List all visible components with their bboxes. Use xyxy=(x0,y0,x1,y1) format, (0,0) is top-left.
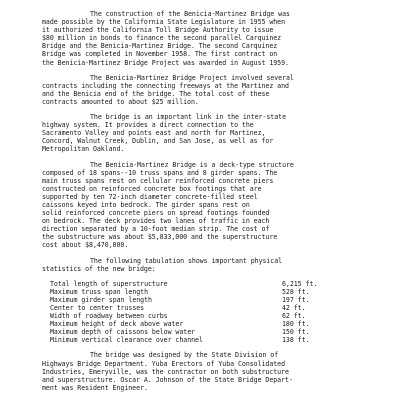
text-line: and superstructure. Oscar A. Johnson of the State Bridge Depart- xyxy=(42,375,293,384)
text-line: direction separated by a 10-foot median strip. The cost of xyxy=(42,225,270,234)
statistic-label: Maximum girder span length xyxy=(50,295,152,304)
statistic-value: 42 ft. xyxy=(282,304,306,312)
statistics-table xyxy=(50,280,340,345)
text-line: The Benicia-Martinez Bridge is a deck-type structure xyxy=(90,160,294,169)
statistic-value: 62 ft. xyxy=(282,312,306,321)
text-line: main truss spans rest on cellular reinforced concrete piers xyxy=(42,176,274,185)
paragraph-design-credits xyxy=(42,351,366,391)
paragraph-project-contracts xyxy=(42,74,366,106)
text-line: Industries, Emeryville, was the contractor on both substructure xyxy=(42,367,289,376)
text-line: The bridge is an important link in the inter-state xyxy=(90,113,286,122)
paragraph-highway-link xyxy=(42,113,366,153)
paragraph-structure-description xyxy=(42,161,366,250)
statistic-label: Maximum depth of caissons below water xyxy=(50,328,196,337)
text-line: solid reinforced concrete piers on spread footings founded xyxy=(42,209,270,218)
statistic-value: 180 ft. xyxy=(282,320,310,329)
text-line: caissons keyed into bedrock. The girder spans rest on xyxy=(42,200,250,209)
text-line: Bridge was completed in November 1958. The first contract on xyxy=(42,50,278,59)
text-line: the substructure was about $5,833,000 and the superstructure xyxy=(42,233,278,242)
text-line: contracts including the connecting freeways at the Martinez and xyxy=(42,81,289,90)
text-line: The construction of the Benicia-Martinez Bridge was xyxy=(90,10,290,18)
text-line: highway system. It provides a direct connection to the xyxy=(42,121,254,130)
text-line: Highways Bridge Department. Yuba Erectors of Yuba Consolidated xyxy=(42,359,286,368)
statistic-value: 197 ft. xyxy=(282,295,310,304)
paragraph-construction-history xyxy=(42,10,366,67)
text-line: Sacramento Valley and points east and north for Martinez, xyxy=(42,129,266,138)
statistic-label: Total length of superstructure xyxy=(50,279,168,288)
statistics-row xyxy=(50,320,340,328)
statistic-value: 528 ft. xyxy=(282,287,310,296)
statistics-row xyxy=(50,296,340,304)
text-line: supported by ten 72-inch diameter concrete-filled steel xyxy=(42,192,258,201)
statistic-value: 150 ft. xyxy=(282,328,310,337)
statistics-row xyxy=(50,288,340,296)
statistics-row xyxy=(50,328,340,336)
text-line: made possible by the California State Legislature in 1955 when xyxy=(42,18,286,27)
text-line: ment was Resident Engineer. xyxy=(42,383,148,392)
text-line: on bedrock. The deck provides two lanes of traffic in each xyxy=(42,217,270,226)
text-line: and the Benicia end of the bridge. The total cost of these xyxy=(42,89,270,98)
text-line: it authorized the California Toll Bridge Authority to issue xyxy=(42,26,274,35)
statistic-value: 138 ft. xyxy=(282,336,310,345)
paragraph-tabulation-intro xyxy=(42,257,366,273)
text-line: $80 million in bonds to finance the second parallel Carquinez xyxy=(42,34,282,43)
statistic-label: Width of roadway between curbs xyxy=(50,312,168,321)
statistic-label: Center to center trusses xyxy=(50,304,145,312)
text-line: Bridge and the Benicia-Martinez Bridge. The second Carquinez xyxy=(42,42,278,51)
statistic-label: Minimum vertical clearance over channel xyxy=(50,336,203,345)
text-line: statistics of the new bridge: xyxy=(42,264,156,273)
text-line: contracts amounted to about $25 million. xyxy=(42,97,199,106)
statistic-label: Maximum height of deck above water xyxy=(50,320,184,329)
text-line: cost about $8,470,000. xyxy=(42,241,129,250)
text-line: The bridge was designed by the State Division of xyxy=(90,351,279,360)
statistic-label: Maximum truss span length xyxy=(50,287,148,296)
text-line: Metropolitan Oakland. xyxy=(42,145,125,154)
text-line: The Benicia-Martinez Bridge Project involved several xyxy=(90,73,294,82)
statistics-row xyxy=(50,336,340,344)
text-line: constructed on reinforced concrete box footings that are xyxy=(42,184,262,193)
text-line: composed of 18 spans--10 truss spans and 8 girder spans. The xyxy=(42,168,278,177)
statistics-row xyxy=(50,280,340,288)
statistics-row xyxy=(50,312,340,320)
statistics-row xyxy=(50,304,340,312)
text-line: the Benicia-Martinez Bridge Project was awarded in August 1959. xyxy=(42,58,289,67)
text-line: Concord, Walnut Creek, Dublin, and San Jose, as well as for xyxy=(42,137,274,146)
statistic-value: 6,215 ft. xyxy=(282,279,318,288)
text-line: The following tabulation shows important physical xyxy=(90,256,283,265)
